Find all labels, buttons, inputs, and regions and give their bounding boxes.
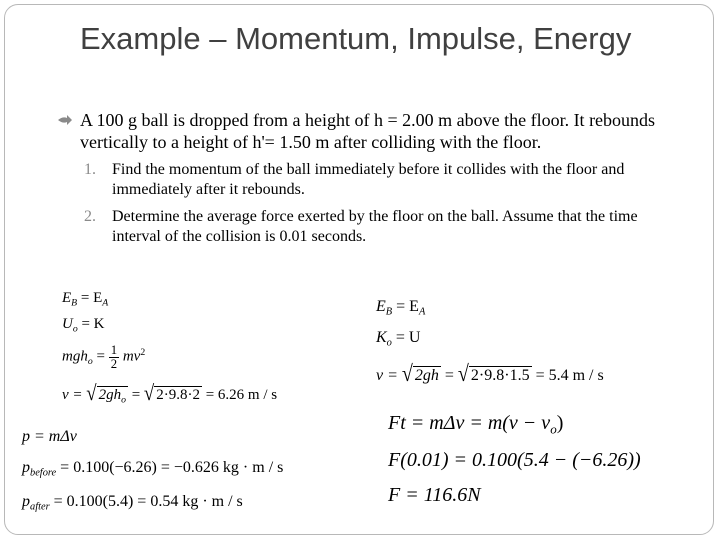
equation-energy-conservation-right: $E_B = E_A$ (376, 298, 426, 318)
equation-force-result: F = 116.6N (388, 484, 481, 506)
equation-momentum-definition: p = mΔv (22, 428, 77, 445)
equation-potential-kinetic-left: $U_o = K$ (62, 316, 105, 335)
slide-title: Example – Momentum, Impulse, Energy (80, 21, 632, 56)
problem-text: A 100 g ball is dropped from a height of h = 2.00 m above the floor. It rebounds vertically to a height of h'= 1.50 m after colliding with the floor. (80, 110, 656, 152)
equation-force-substitution: F(0.01) = 0.100(5.4 − (−6.26)) (388, 449, 641, 471)
equation-energy-conservation-left: $E_B = E_A$ (62, 290, 109, 309)
equation-mgh-left: mgh$_o$ = $\frac{1}{2}$ $mv^2$ (62, 343, 146, 371)
equation-impulse: $Ft = m\Delta v = m(v - v_o)$ (388, 412, 564, 437)
equation-momentum-before: $p_{before} = 0.100(-6.26) = -0.626$ kg · m / s (22, 459, 284, 479)
list-item-text: Find the momentum of the ball immediately before it collides with the floor and immediately after it rebounds. (112, 161, 625, 198)
equation-kinetic-potential-right: $K_o = U$ (376, 329, 421, 349)
list-item-number: 1. (84, 161, 96, 178)
list-item-text: Determine the average force exerted by the floor on the ball. Assume that the time interval of the collision is 0.01 seconds. (112, 208, 638, 245)
list-item-number: 2. (84, 208, 96, 225)
equation-velocity-right: v = √ 2gh = √ 2·9.8·1.5 = 5.4 m / s (376, 361, 604, 387)
equation-velocity-left: v = √ $2gh_o$ = √ 2·9.8·2 = 6.26 m / s (62, 381, 278, 406)
bullet-arrow-icon (58, 115, 72, 125)
equation-momentum-after: $p_{after} = 0.100(5.4) = 0.54$ kg · m / s (22, 493, 243, 513)
